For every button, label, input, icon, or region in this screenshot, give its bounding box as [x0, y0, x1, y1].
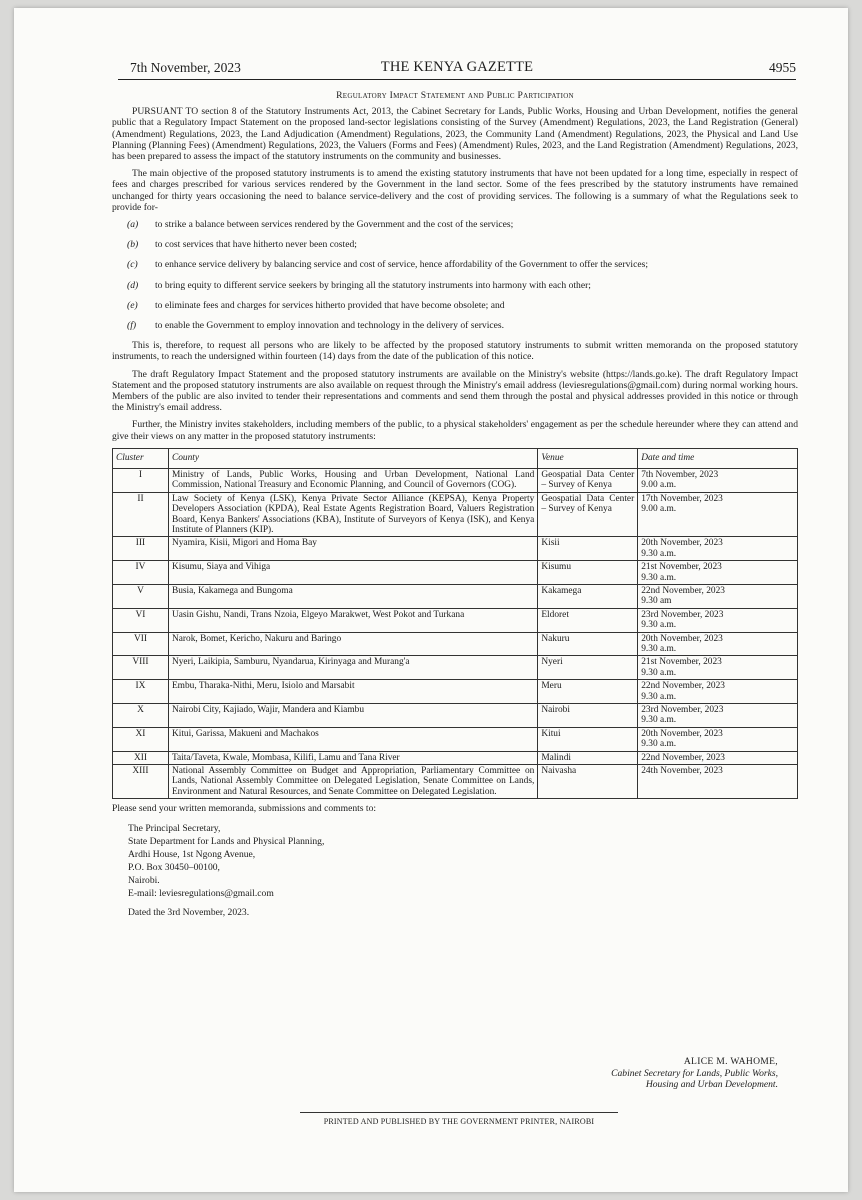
session-time: 9.30 a.m. [641, 620, 677, 631]
session-time: 9.30 am [641, 596, 672, 607]
session-time: 9.30 a.m. [641, 667, 677, 678]
cluster-cell: IX [113, 680, 169, 704]
cluster-cell: IV [113, 561, 169, 585]
objective-label: (e) [127, 299, 138, 311]
date-time-cell [638, 632, 798, 656]
county-cell: Nyamira, Kisii, Migori and Homa Bay [168, 537, 537, 561]
page-header [118, 58, 796, 80]
signature-block [611, 1056, 778, 1091]
header-venue: Venue [538, 448, 638, 468]
table-row [113, 656, 798, 680]
table-row [113, 608, 798, 632]
cluster-cell: VI [113, 608, 169, 632]
date-time-cell [638, 468, 798, 492]
header-cluster: Cluster [113, 448, 169, 468]
objective-item [112, 300, 798, 311]
venue-cell: Nyeri [538, 656, 638, 680]
address-line: Ardhi House, 1st Ngong Avenue, [128, 849, 256, 861]
county-cell: Taita/Taveta, Kwale, Mombasa, Kilifi, Lamu and Tana River [168, 751, 537, 764]
objective-text: to enhance service delivery by balancing service and cost of service, hence affordability of the Government to offer the services; [155, 259, 648, 271]
table-row [113, 704, 798, 728]
date-time-cell [638, 584, 798, 608]
cluster-cell: II [113, 492, 169, 537]
table-row [113, 468, 798, 492]
submission-intro: Please send your written memoranda, submissions and comments to: [112, 803, 377, 815]
address-line: E-mail: leviesregulations@gmail.com [128, 888, 274, 900]
date-time-cell [638, 704, 798, 728]
session-date: 23rd November, 2023 [641, 705, 724, 715]
paragraph-objective: The main objective of the proposed statutory instruments is to amend the existing statutory instruments that have not been updated for a long time, especially in respect of fees and charges prescribed for various services rendered by the Government in the land sector. Some of the fees prescribed by the statutory instruments have remained unchanged for thirty years occasioning the need to balance service-delivery and the cost of providing services. The following is a summary of what the Regulations seek to provide for- [112, 168, 798, 213]
objective-label: (c) [127, 259, 138, 271]
cluster-cell: I [113, 468, 169, 492]
session-date: 21st November, 2023 [641, 562, 722, 573]
table-row [113, 632, 798, 656]
table-row [113, 492, 798, 537]
objective-label: (f) [127, 320, 137, 332]
date-time-cell [638, 492, 798, 537]
signatory-role-line2: Housing and Urban Development. [645, 1079, 778, 1091]
objective-item [112, 259, 798, 270]
objective-label: (a) [127, 219, 139, 231]
session-date: 22nd November, 2023 [641, 585, 725, 596]
objective-item [112, 320, 798, 331]
table-row [113, 727, 798, 751]
session-date: 22nd November, 2023 [641, 681, 725, 692]
venue-cell: Naivasha [538, 765, 638, 799]
address-line: State Department for Lands and Physical Planning, [128, 836, 325, 848]
county-cell: Uasin Gishu, Nandi, Trans Nzoia, Elgeyo Marakwet, West Pokot and Turkana [168, 608, 537, 632]
address-line: Nairobi. [128, 875, 160, 887]
session-date: 24th November, 2023 [641, 766, 723, 777]
signatory-role-line1: Cabinet Secretary for Lands, Public Works, [611, 1067, 778, 1079]
date-time-cell [638, 656, 798, 680]
session-time: 9.30 a.m. [641, 572, 677, 583]
county-cell: Nairobi City, Kajiado, Wajir, Mandera and Kiambu [168, 704, 537, 728]
session-time: 9.30 a.m. [641, 715, 677, 726]
cluster-cell: X [113, 704, 169, 728]
signatory-name: ALICE M. WAHOME, [683, 1056, 778, 1067]
objective-text: to eliminate fees and charges for services hitherto provided that have become obsolete; and [155, 299, 505, 311]
county-cell: Narok, Bomet, Kericho, Nakuru and Baringo [168, 632, 537, 656]
table-row [113, 751, 798, 764]
session-date: 22nd November, 2023 [641, 752, 725, 763]
venue-cell: Kitui [538, 727, 638, 751]
county-cell: Kitui, Garissa, Makueni and Machakos [168, 727, 537, 751]
paragraph-availability: The draft Regulatory Impact Statement and the proposed statutory instruments are available on the Ministry's website (https://lands.go.ke). The draft Regulatory Impact Statement and the proposed statutory instruments are also available on request through the Ministry's email address (leviesregulations@gmail.com) during normal working hours. Members of the public are also invited to tender their representations and comments and send them through the postal and physical addresses provided in this notice or through the Ministry's email address. [112, 368, 798, 414]
cluster-cell: XI [113, 727, 169, 751]
paragraph-request: This is, therefore, to request all persons who are likely to be affected by the proposed statutory instruments to submit written memoranda on the proposed statutory instruments, to reach the undersigned within fourteen (14) days from the date of the publication of this notice. [112, 340, 798, 363]
notice-title: Regulatory Impact Statement and Public Participation [336, 90, 574, 101]
county-cell: National Assembly Committee on Budget and Appropriation, Parliamentary Committee on Lands, National Assembly Committee on Delegated Legislation, Senate Committee on Lands, Environment and Natural Resources, and Senate Committee on Delegated Legislation. [168, 765, 537, 799]
county-cell: Kisumu, Siaya and Vihiga [168, 561, 537, 585]
date-time-cell [638, 561, 798, 585]
county-cell: Ministry of Lands, Public Works, Housing and Urban Development, National Land Commission, National Treasury and Economic Planning, and Council of Governors (COG). [168, 468, 537, 492]
cluster-cell: V [113, 584, 169, 608]
venue-cell: Kakamega [538, 584, 638, 608]
date-time-cell [638, 680, 798, 704]
printer-footer: PRINTED AND PUBLISHED BY THE GOVERNMENT PRINTER, NAIROBI [300, 1112, 618, 1126]
venue-cell: Nairobi [538, 704, 638, 728]
venue-cell: Kisii [538, 537, 638, 561]
objective-label: (d) [127, 279, 139, 291]
objective-item [112, 239, 798, 250]
venue-cell: Kisumu [538, 561, 638, 585]
session-time: 9.00 a.m. [641, 504, 677, 515]
county-cell: Nyeri, Laikipia, Samburu, Nyandarua, Kirinyaga and Murang'a [168, 656, 537, 680]
objective-item [112, 219, 798, 230]
venue-cell: Nakuru [538, 632, 638, 656]
paragraph-pursuant: PURSUANT TO section 8 of the Statutory Instruments Act, 2013, the Cabinet Secretary for Lands, Public Works, Housing and Urban Development, notifies the general public that a Regulatory Impact Statement on the proposed land-sector legislations consisting of the Survey (Amendment) Regulations, 2023, the Land Registration (General) (Amendment) Regulations, 2023, the Land Adjudication (Amendment) Regulations, 2023, the Community Land (Amendment) Regulations, 2023, the Physical and Land Use Planning (Planning Fees) (Amendment) Regulations, 2023, the Valuers (Forms and Fees) (Amendment) Rules, 2023, and the Land Registration (Amendment) Regulations, 2023, has been prepared to assess the impact of the statutory instruments on the community and businesses. [112, 106, 798, 163]
date-time-cell [638, 537, 798, 561]
date-time-cell [638, 727, 798, 751]
schedule-table [112, 448, 798, 799]
session-date: 23rd November, 2023 [641, 609, 724, 620]
session-date: 7th November, 2023 [641, 469, 719, 480]
county-cell: Law Society of Kenya (LSK), Kenya Private Sector Alliance (KEPSA), Kenya Property Developers Association (KPDA), Real Estate Agents Registration Board, Valuers Registration Board, Kenya Bankers' Associations (KBA), Institute of Surveyors of Kenya (ISK), and Kenya Institute of Planners (KIP). [168, 492, 537, 537]
header-county: County [168, 448, 537, 468]
county-cell: Embu, Tharaka-Nithi, Meru, Isiolo and Marsabit [168, 680, 537, 704]
session-time: 9.30 a.m. [641, 739, 677, 750]
objective-item [112, 280, 798, 291]
venue-cell: Malindi [538, 751, 638, 764]
objective-text: to cost services that have hitherto never been costed; [155, 239, 357, 251]
objective-text: to strike a balance between services rendered by the Government and the cost of the services; [155, 219, 514, 231]
header-date: 7th November, 2023 [130, 60, 241, 75]
header-date-time: Date and time [638, 448, 798, 468]
cluster-cell: III [113, 537, 169, 561]
objectives-list [112, 219, 798, 331]
cluster-cell: XII [113, 751, 169, 764]
paragraph-invitation: Further, the Ministry invites stakeholders, including members of the public, to a physical stakeholders' engagement as per the schedule hereunder where they can attend and give their views on any matter in the proposed statutory instruments: [112, 419, 798, 442]
session-date: 20th November, 2023 [641, 538, 723, 549]
session-time: 9.30 a.m. [641, 643, 677, 654]
session-time: 9.30 a.m. [641, 691, 677, 702]
session-date: 20th November, 2023 [641, 633, 723, 644]
session-date: 20th November, 2023 [641, 728, 723, 739]
venue-cell: Eldoret [538, 608, 638, 632]
cluster-cell: VII [113, 632, 169, 656]
venue-cell: Meru [538, 680, 638, 704]
objective-text: to bring equity to different service seekers by bringing all the statutory instruments into harmony with each other; [155, 279, 591, 291]
session-date: 17th November, 2023 [641, 493, 723, 504]
table-row [113, 680, 798, 704]
session-time: 9.00 a.m. [641, 480, 677, 491]
notice-body [112, 90, 798, 919]
date-time-cell [638, 765, 798, 799]
address-line: The Principal Secretary, [128, 823, 221, 835]
date-time-cell [638, 608, 798, 632]
county-cell: Busia, Kakamega and Bungoma [168, 584, 537, 608]
session-time: 9.30 a.m. [641, 548, 677, 559]
address-line: P.O. Box 30450–00100, [128, 862, 220, 874]
gazette-page [14, 8, 848, 1192]
table-row [113, 537, 798, 561]
cluster-cell: VIII [113, 656, 169, 680]
table-row [113, 765, 798, 799]
page-number: 4955 [769, 60, 796, 75]
objective-text: to enable the Government to employ innovation and technology in the delivery of services. [155, 320, 505, 332]
table-row [113, 584, 798, 608]
date-time-cell [638, 751, 798, 764]
venue-cell: Geospatial Data Center – Survey of Kenya [538, 492, 638, 537]
gazette-title: THE KENYA GAZETTE [380, 59, 534, 75]
postal-address [128, 822, 798, 900]
cluster-cell: XIII [113, 765, 169, 799]
dated-line: Dated the 3rd November, 2023. [128, 907, 250, 919]
session-date: 21st November, 2023 [641, 657, 722, 668]
schedule-header-row [113, 448, 798, 468]
table-row [113, 561, 798, 585]
objective-label: (b) [127, 239, 139, 251]
venue-cell: Geospatial Data Center – Survey of Kenya [538, 468, 638, 492]
